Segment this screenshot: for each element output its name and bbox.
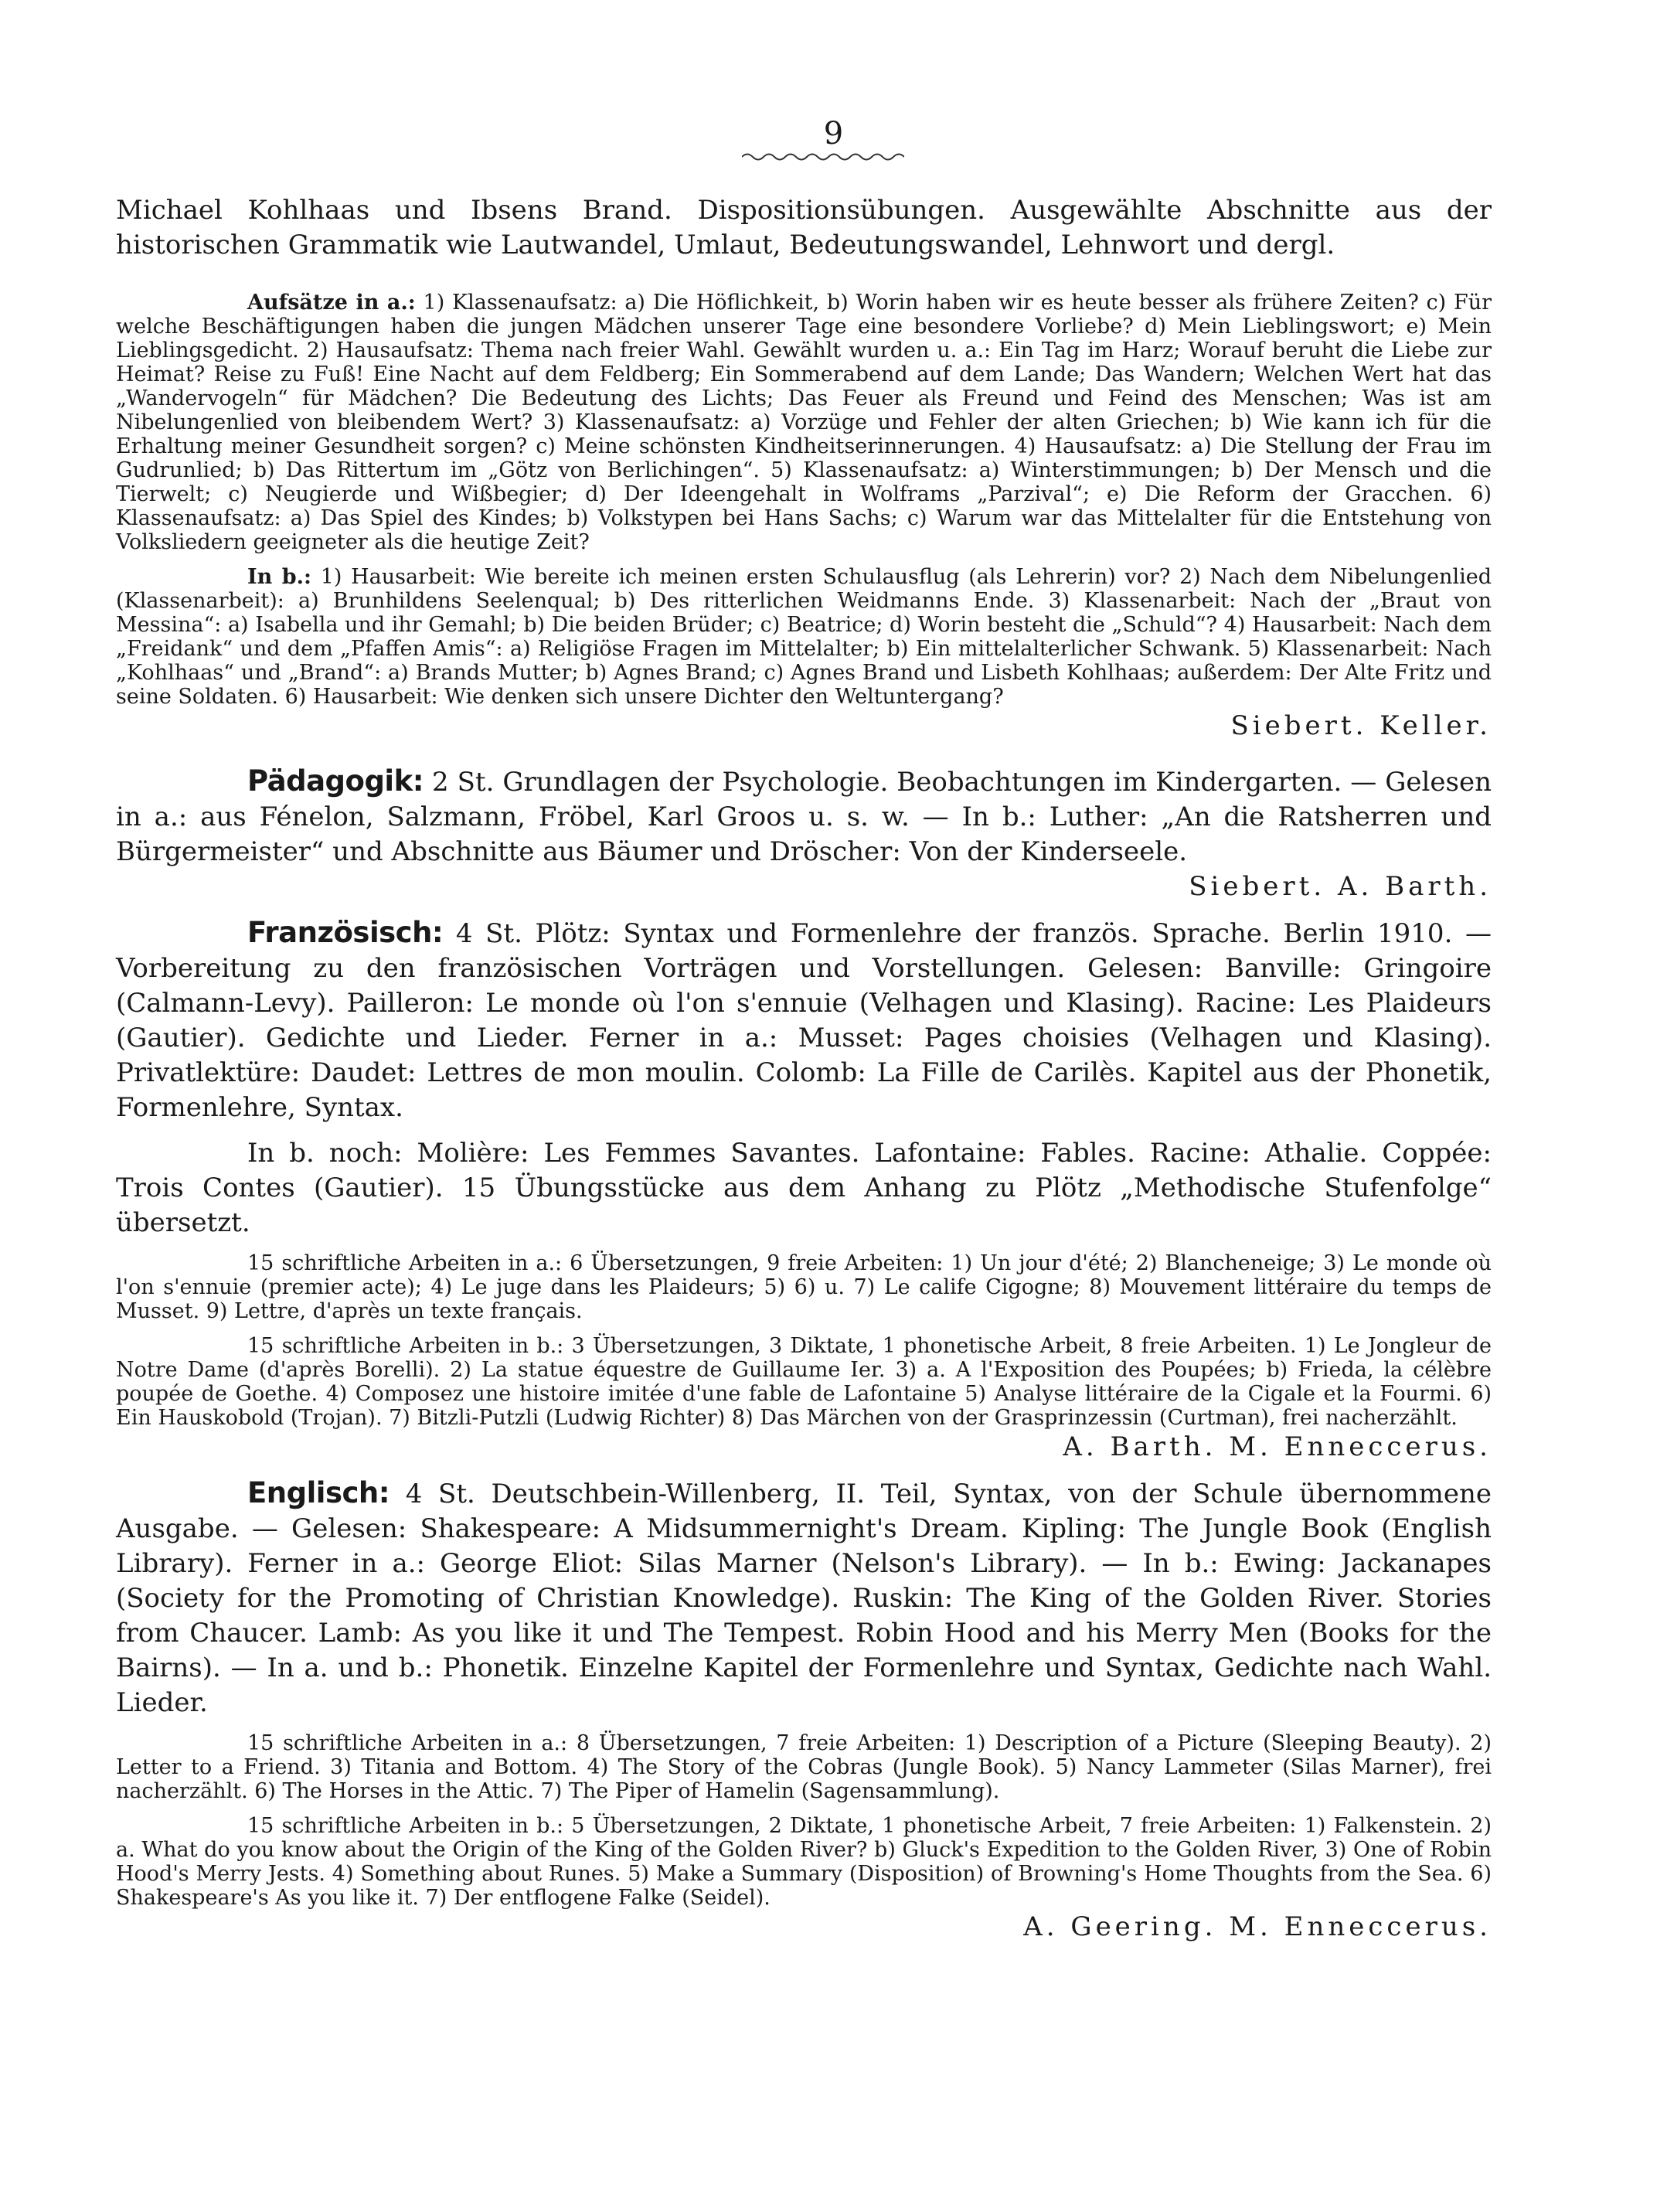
englisch-paragraph [116,1475,1492,1720]
franzoesisch-paragraph [116,915,1492,1125]
aufsaetze-a-paragraph [116,291,1492,554]
paedagogik-paragraph [116,764,1492,869]
paedagogik-text: 2 St. Grundlagen der Psychologie. Beobachtungen im Kindergarten. — Gelesen in a.: aus Fénelon, Salzmann, Fröbel, Karl Groos u. s. w. — In b.: Luther: „An die Ratsherren und Bürgermeister“ und Abschnitte aus Bäumer und Dröscher: Von der Kinderseele. [116,767,1492,867]
englisch-signature: A. Geering. M. Enneccerus. [1023,1911,1492,1942]
englisch-arbeiten-a: 15 schriftliche Arbeiten in a.: 8 Übersetzungen, 7 freie Arbeiten: 1) Description of a Picture (Sleeping Beauty). 2) Letter to a Friend. 3) Titania and Bottom. 4) The Story of the Cobras (Jungle Book). 5) Nancy Lammeter (Silas Marner), frei nacherzählt. 6) The Horses in the Attic. 7) The Piper of Hamelin (Sagensammlung). [116,1731,1492,1803]
aufsaetze-a-text: 1) Klassenaufsatz: a) Die Höflichkeit, b) Worin haben wir es heute besser als frühere Zeiten? c) Für welche Beschäftigungen haben die jungen Mädchen unserer Tage eine besondere Vorliebe? d) Mein Lieblingswort; e) Mein Lieblingsgedicht. 2) Hausaufsatz: Thema nach freier Wahl. Gewählt wurden u. a.: Ein Tag im Harz; Worauf beruht die Liebe zur Heimat? Reise zu Fuß! Eine Nacht auf dem Feldberg; Ein Sommerabend auf dem Lande; Das Wandern; Welchen Wert hat das „Wandervogeln“ für Mädchen? Die Bedeutung des Lichts; Das Feuer als Freund und Feind des Menschen; Was ist am Nibelungenlied von bleibendem Wert? 3) Klassenaufsatz: a) Vorzüge und Fehler der alten Griechen; b) Wie kann ich für die Erhaltung meiner Gesundheit sorgen? c) Meine schönsten Kindheitserinnerungen. 4) Hausaufsatz: a) Die Stellung der Frau im Gudrunlied; b) Das Rittertum im „Götz von Berlichingen“. 5) Klassenaufsatz: a) Winterstimmungen; b) Der Mensch und die Tierwelt; c) Neugierde und Wißbegier; d) Der Ideengehalt in Wolframs „Parzival“; e) Die Reform der Gracchen. 6) Klassenaufsatz: a) Das Spiel des Kindes; b) Volkstypen bei Hans Sachs; c) Warum war das Mittelalter für die Entstehung von Volksliedern geeigneter als die heutige Zeit? [116,291,1492,554]
page-number: 9 [823,116,844,151]
aufsaetze-b-text: 1) Hausarbeit: Wie bereite ich meinen ersten Schulausflug (als Lehrerin) vor? 2) Nach dem Nibelungenlied (Klassenarbeit): a) Brunhildens Seelenqual; b) Des ritterlichen Weidmanns Ende. 3) Klassenarbeit: Nach der „Braut von Messina“: a) Isabella und ihr Gemahl; b) Die beiden Brüder; c) Beatrice; d) Worin besteht die „Schuld“? 4) Hausarbeit: Nach dem „Freidank“ und dem „Pfaffen Amis“: a) Religiöse Fragen im Mittelalter; b) Ein mittelalterlicher Schwank. 5) Klassenarbeit: Nach „Kohlhaas“ und „Brand“: a) Brands Mutter; b) Agnes Brand; c) Agnes Brand und Lisbeth Kohlhaas; außerdem: Der Alte Fritz und seine Soldaten. 6) Hausarbeit: Wie denken sich unsere Dichter den Weltuntergang? [116,565,1492,709]
franzoesisch-heading: Französisch: [247,916,444,949]
franzoesisch-text: 4 St. Plötz: Syntax und Formenlehre der französ. Sprache. Berlin 1910. — Vorbereitung zu den französischen Vorträgen und Vorstellungen. Gelesen: Banville: Gringoire (Calmann-Levy). Pailleron: Le monde où l'on s'ennuie (Velhagen und Klasing). Racine: Les Plaideurs (Gautier). Gedichte und Lieder. Ferner in a.: Musset: Pages choisies (Velhagen und Klasing). Privatlektüre: Daudet: Lettres de mon moulin. Colomb: La Fille de Carilès. Kapitel aus der Phonetik, Formenlehre, Syntax. [116,918,1492,1123]
aufsaetze-b-paragraph [116,565,1492,709]
aufsaetze-a-label: Aufsätze in a.: [247,291,416,315]
paedagogik-heading: Pädagogik: [247,764,424,798]
aufsaetze-b-label: In b.: [247,565,312,589]
franzoesisch-arbeiten-b: 15 schriftliche Arbeiten in b.: 3 Übersetzungen, 3 Diktate, 1 phonetische Arbeit, 8 freie Arbeiten. 1) Le Jongleur de Notre Dame (d'après Borelli). 2) La statue équestre de Guillaume Ier. 3) a. A l'Exposition des Poupées; b) Frieda, la célèbre poupée de Goethe. 4) Composez une histoire imitée d'une fable de Lafontaine 5) Analyse littéraire de la Cigale et la Fourmi. 6) Ein Hauskobold (Trojan). 7) Bitzli-Putzli (Ludwig Richter) 8) Das Märchen von der Grasprinzessin (Curtman), frei nacherzählt. [116,1334,1492,1430]
englisch-heading: Englisch: [247,1476,390,1509]
franzoesisch-signature: A. Barth. M. Enneccerus. [1063,1431,1492,1462]
franzoesisch-b-paragraph: In b. noch: Molière: Les Femmes Savantes. Lafontaine: Fables. Racine: Athalie. Coppée: Trois Contes (Gautier). 15 Übungsstücke aus dem Anhang zu Plötz „Methodische Stufenfolge“ übersetzt. [116,1138,1492,1238]
englisch-arbeiten-b: 15 schriftliche Arbeiten in b.: 5 Übersetzungen, 2 Diktate, 1 phonetische Arbeit, 7 freie Arbeiten: 1) Falkenstein. 2) a. What do you know about the Origin of the King of the Golden River? b) Gluck's Expedition to the Golden River, 3) One of Robin Hood's Merry Jests. 4) Something about Runes. 5) Make a Summary (Disposition) of Browning's Home Thoughts from the Sea. 6) Shakespeare's As you like it. 7) Der entflogene Falke (Seidel). [116,1814,1492,1910]
wave-ornament [742,151,904,162]
intro-paragraph: Michael Kohlhaas und Ibsens Brand. Dispositionsübungen. Ausgewählte Abschnitte aus der historischen Grammatik wie Lautwandel, Umlaut, Bedeutungswandel, Lehnwort und dergl. [116,195,1492,260]
englisch-text: 4 St. Deutschbein-Willenberg, II. Teil, Syntax, von der Schule übernommene Ausgabe. — Gelesen: Shakespeare: A Midsummernight's Dream. Kipling: The Jungle Book (English Library). Ferner in a.: George Eliot: Silas Marner (Nelson's Library). — In b.: Ewing: Jackanapes (Society for the Promoting of Christian Knowledge). Ruskin: The King of the Golden River. Stories from Chaucer. Lamb: As you like it und The Tempest. Robin Hood and his Merry Men (Books for the Bairns). — In a. und b.: Phonetik. Einzelne Kapitel der Formenlehre und Syntax, Gedichte nach Wahl. Lieder. [116,1479,1492,1718]
page-content [116,193,1492,1945]
aufsaetze-signature: Siebert. Keller. [1230,710,1492,741]
paedagogik-signature: Siebert. A. Barth. [1189,871,1492,902]
franzoesisch-arbeiten-a: 15 schriftliche Arbeiten in a.: 6 Übersetzungen, 9 freie Arbeiten: 1) Un jour d'été; 2) Blancheneige; 3) Le monde où l'on s'ennuie (premier acte); 4) Le juge dans les Plaideurs; 5) 6) u. 7) Le calife Cigogne; 8) Mouvement littéraire du temps de Musset. 9) Lettre, d'après un texte français. [116,1251,1492,1323]
